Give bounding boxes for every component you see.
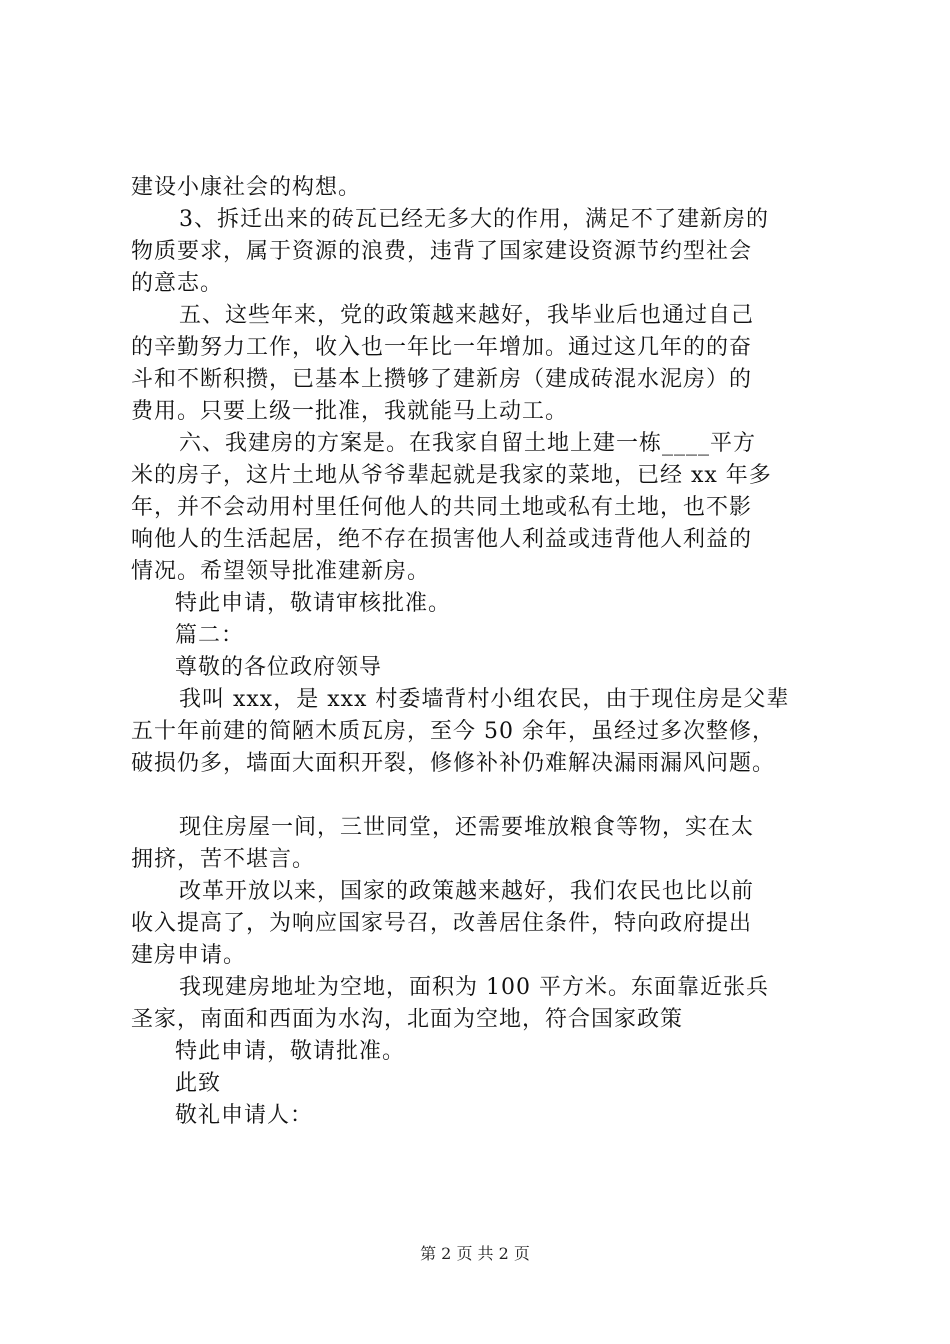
text-line: 斗和不断积攒，已基本上攒够了建新房（建成砖混水泥房）的 — [131, 367, 753, 392]
text-line: 改革开放以来，国家的政策越来越好，我们农民也比以前 — [179, 879, 755, 904]
text-line: 3、拆迁出来的砖瓦已经无多大的作用，满足不了建新房的 — [179, 207, 769, 232]
text-line: 六、我建房的方案是。在我家自留土地上建一栋____平方 — [179, 431, 757, 456]
text-line: 的辛勤努力工作，收入也一年比一年增加。通过这几年的的奋 — [131, 335, 753, 360]
text-line: 五、这些年来，党的政策越来越好，我毕业后也通过自己 — [179, 303, 755, 328]
text-line: 米的房子，这片土地从爷爷辈起就是我家的菜地，已经 xx 年多 — [131, 463, 772, 488]
text-line: 费用。只要上级一批准，我就能马上动工。 — [131, 399, 569, 424]
document-body — [131, 172, 831, 1132]
text-line: 特此申请，敬请审核批准。 — [175, 591, 452, 616]
signature-line: 敬礼申请人： — [175, 1103, 314, 1128]
text-line: 现住房屋一间，三世同堂，还需要堆放粮食等物，实在太 — [179, 815, 755, 840]
text-line: 情况。希望领导批准建新房。 — [131, 559, 431, 584]
text-line: 收入提高了，为响应国家号召，改善居住条件，特向政府提出 — [131, 911, 753, 936]
text-line: 物质要求，属于资源的浪费，违背了国家建设资源节约型社会 — [131, 239, 753, 264]
text-line: 响他人的生活起居，绝不存在损害他人利益或违背他人利益的 — [131, 527, 753, 552]
text-line: 破损仍多，墙面大面积开裂，修修补补仍难解决漏雨漏风问题。 — [131, 751, 776, 776]
text-line: 五十年前建的简陋木质瓦房，至今 50 余年，虽经过多次整修， — [131, 719, 775, 744]
text-line: 建房申请。 — [131, 943, 247, 968]
text-line: 我叫 xxx，是 xxx 村委墙背村小组农民，由于现住房是父辈 — [179, 687, 790, 712]
text-line: 拥挤，苦不堪言。 — [131, 847, 316, 872]
closing-line: 此致 — [175, 1071, 222, 1096]
text-line: 圣家，南面和西面为水沟，北面为空地，符合国家政策 — [131, 1007, 684, 1032]
blank-line — [131, 780, 831, 812]
salutation: 尊敬的各位政府领导 — [175, 655, 383, 680]
page-number: 第 2 页 共 2 页 — [420, 1244, 530, 1263]
text-line: 的意志。 — [131, 271, 224, 296]
text-line: 年，并不会动用村里任何他人的共同土地或私有土地，也不影 — [131, 495, 753, 520]
text-line: 特此申请，敬请批准。 — [175, 1039, 406, 1064]
text-line: 建设小康社会的构想。 — [131, 175, 362, 200]
section-heading: 篇二： — [175, 623, 245, 648]
text-line: 我现建房地址为空地，面积为 100 平方米。东面靠近张兵 — [179, 975, 769, 1000]
